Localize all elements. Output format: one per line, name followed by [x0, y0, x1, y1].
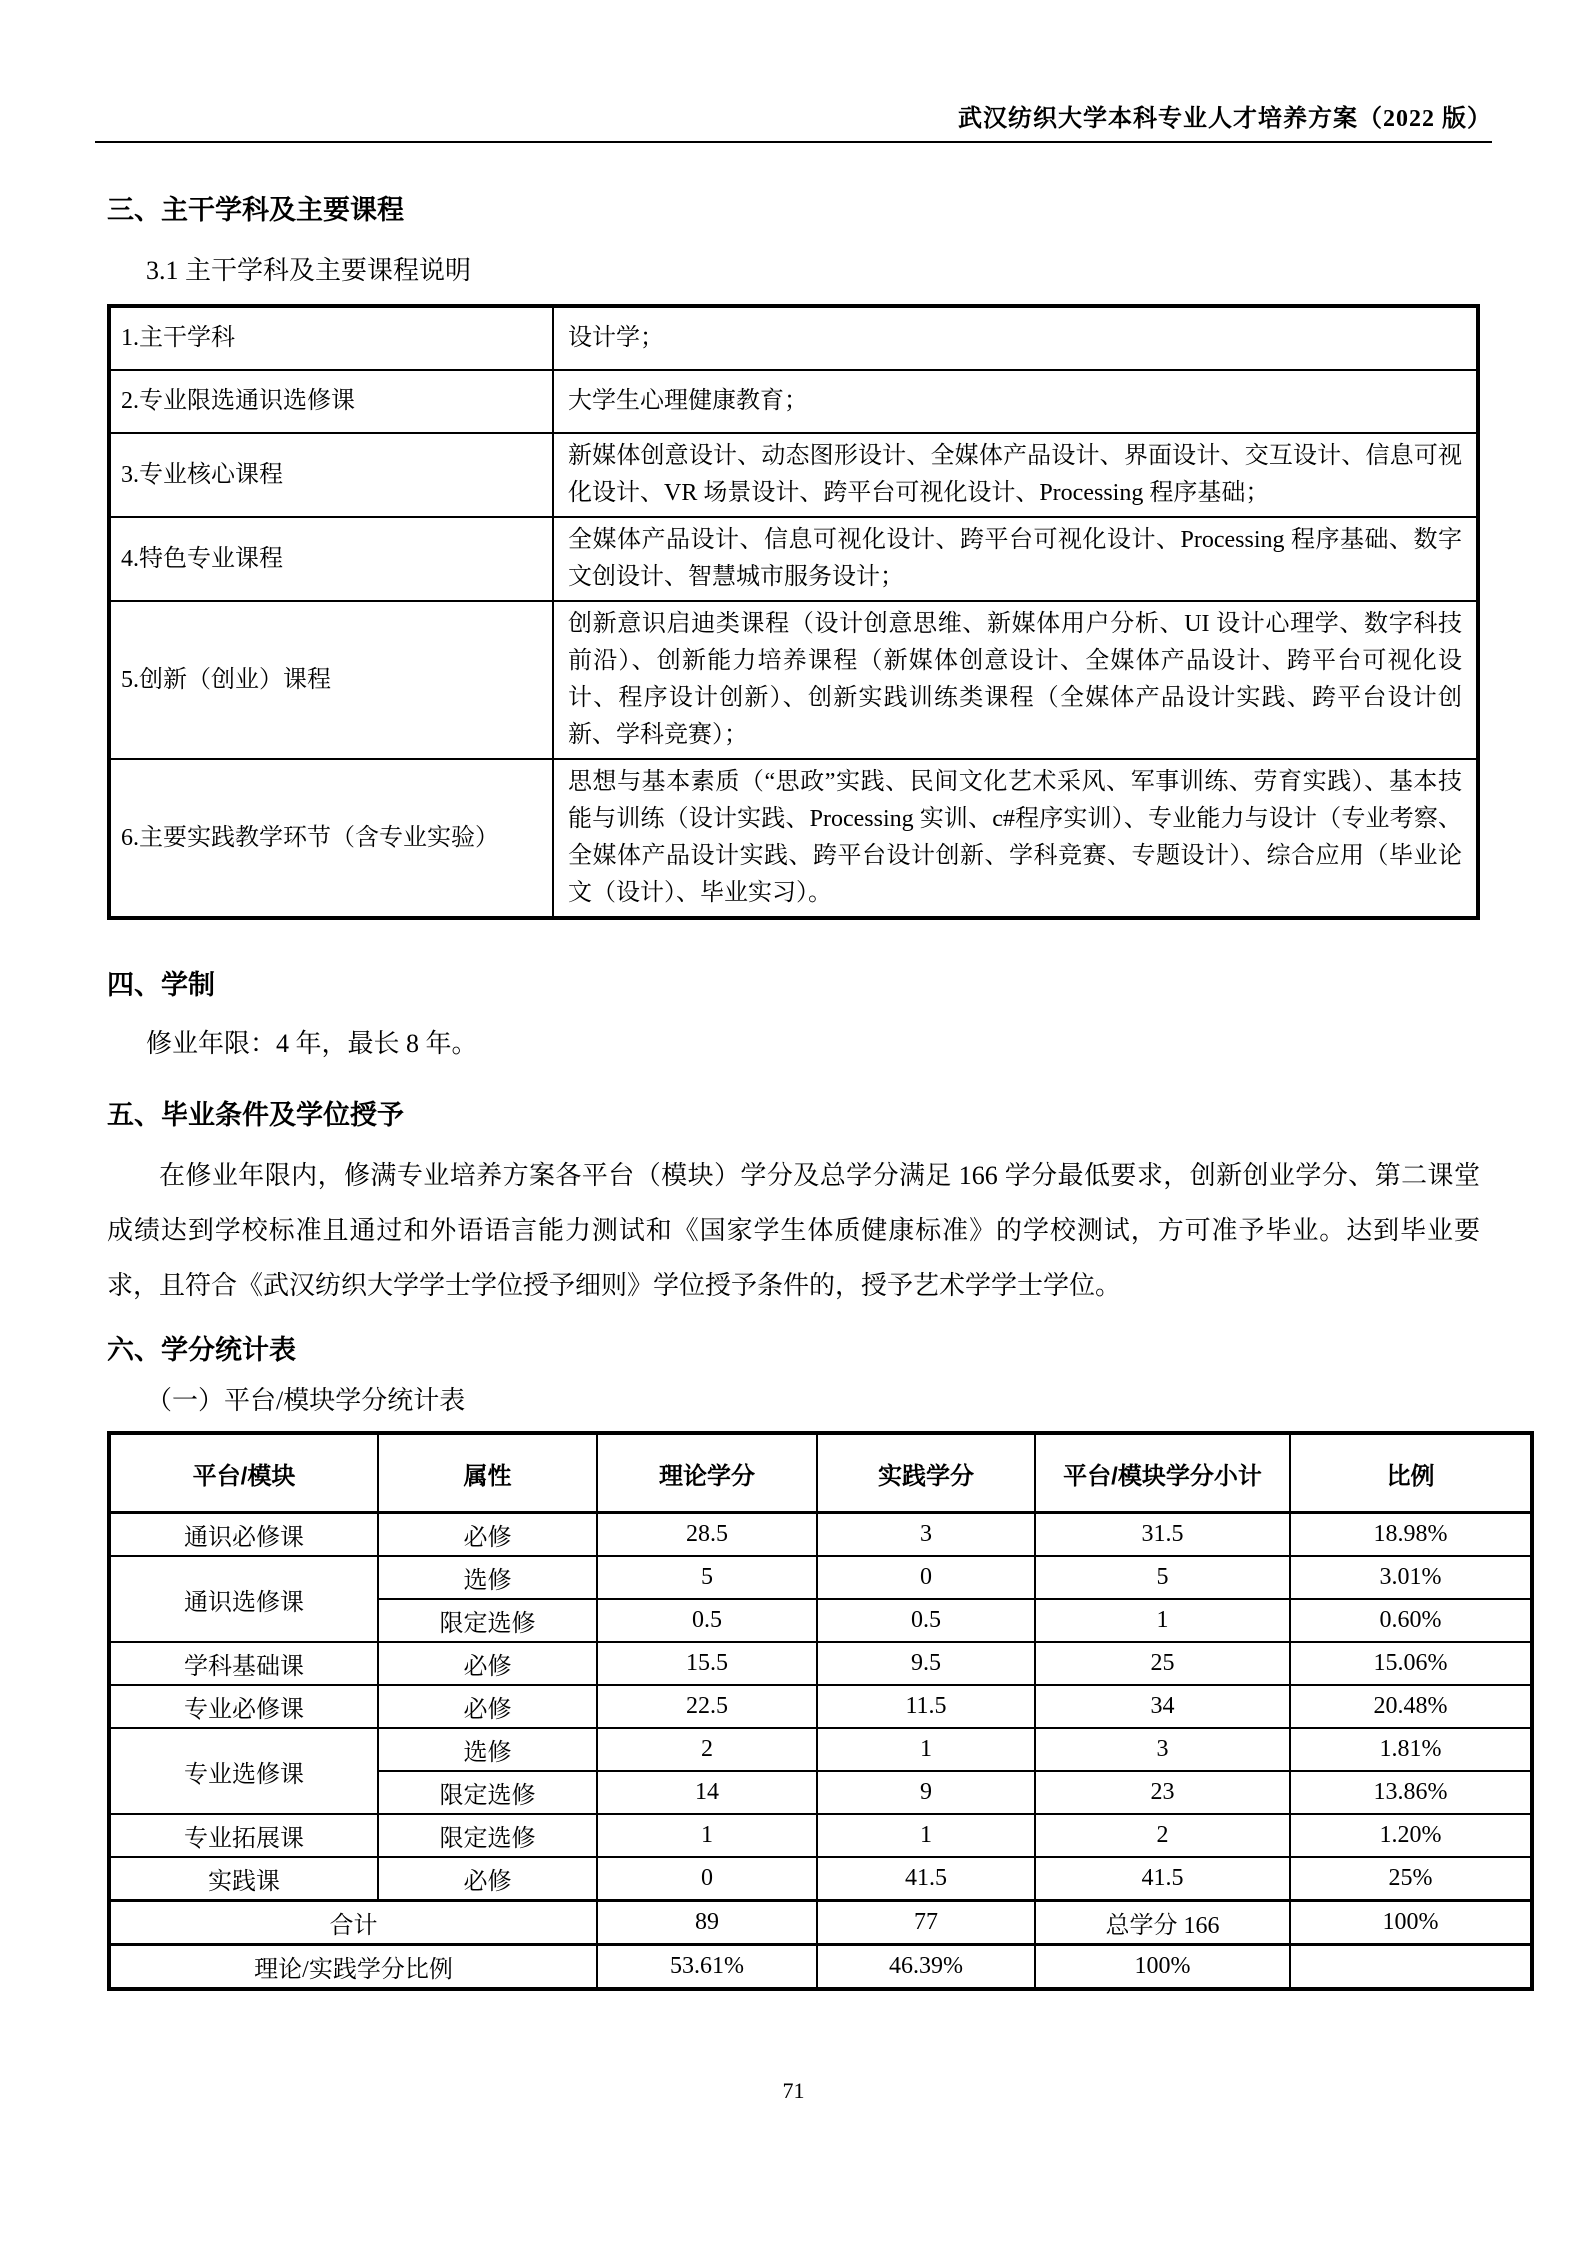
practice-cell: 9	[817, 1771, 1035, 1814]
subtotal-cell: 100%	[1035, 1945, 1290, 1990]
table-row	[109, 433, 1478, 517]
total-label-cell: 合计	[109, 1901, 597, 1945]
table-row	[109, 1513, 1532, 1557]
practice-cell: 3	[817, 1513, 1035, 1557]
ratio-cell: 25%	[1290, 1857, 1532, 1901]
ratio-cell: 0.60%	[1290, 1599, 1532, 1642]
practice-cell: 11.5	[817, 1685, 1035, 1728]
section-5-title: 五、毕业条件及学位授予	[107, 1100, 404, 1130]
platform-cell: 专业拓展课	[109, 1814, 378, 1857]
attr-cell: 限定选修	[378, 1771, 597, 1814]
column-header: 平台/模块学分小计	[1035, 1433, 1290, 1513]
subtotal-cell: 3	[1035, 1728, 1290, 1771]
table-row	[109, 1685, 1532, 1728]
ratio-cell: 20.48%	[1290, 1685, 1532, 1728]
course-row-content: 全媒体产品设计、信息可视化设计、跨平台可视化设计、Processing 程序基础、数字文创设计、智慧城市服务设计；	[553, 517, 1478, 601]
column-header: 比例	[1290, 1433, 1532, 1513]
practice-cell: 1	[817, 1728, 1035, 1771]
ratio-cell: 15.06%	[1290, 1642, 1532, 1685]
practice-cell: 0	[817, 1556, 1035, 1599]
course-row-label: 6.主要实践教学环节（含专业实验）	[109, 759, 553, 918]
theory-cell: 15.5	[597, 1642, 817, 1685]
course-row-label: 5.创新（创业）课程	[109, 601, 553, 759]
theory-cell: 53.61%	[597, 1945, 817, 1990]
column-header: 实践学分	[817, 1433, 1035, 1513]
practice-cell: 77	[817, 1901, 1035, 1945]
platform-cell: 通识必修课	[109, 1513, 378, 1557]
page-number: 71	[782, 2078, 805, 2103]
practice-cell: 1	[817, 1814, 1035, 1857]
subtotal-cell: 31.5	[1035, 1513, 1290, 1557]
table-row	[109, 1642, 1532, 1685]
platform-cell: 专业选修课	[109, 1728, 378, 1814]
theory-cell: 89	[597, 1901, 817, 1945]
subtotal-cell: 5	[1035, 1556, 1290, 1599]
main-courses-table	[107, 304, 1480, 920]
ratio-cell: 13.86%	[1290, 1771, 1532, 1814]
running-header-text: 武汉纺织大学本科专业人才培养方案（2022 版）	[958, 106, 1492, 132]
column-header: 属性	[378, 1433, 597, 1513]
course-row-content: 大学生心理健康教育；	[553, 370, 1478, 433]
subtotal-cell: 23	[1035, 1771, 1290, 1814]
platform-cell: 学科基础课	[109, 1642, 378, 1685]
ratio-cell: 1.81%	[1290, 1728, 1532, 1771]
course-row-content: 新媒体创意设计、动态图形设计、全媒体产品设计、界面设计、交互设计、信息可视化设计、VR 场景设计、跨平台可视化设计、Processing 程序基础；	[553, 433, 1478, 517]
table-row	[109, 1556, 1532, 1599]
attr-cell: 限定选修	[378, 1814, 597, 1857]
theory-cell: 14	[597, 1771, 817, 1814]
section-6-subtitle: （一）平台/模块学分统计表	[146, 1386, 466, 1415]
course-row-label: 1.主干学科	[109, 306, 553, 370]
ratio-cell	[1290, 1945, 1532, 1990]
attr-cell: 必修	[378, 1685, 597, 1728]
subtotal-cell: 25	[1035, 1642, 1290, 1685]
attr-cell: 必修	[378, 1857, 597, 1901]
practice-cell: 46.39%	[817, 1945, 1035, 1990]
platform-cell: 通识选修课	[109, 1556, 378, 1642]
attr-cell: 必修	[378, 1513, 597, 1557]
ratio-label-cell: 理论/实践学分比例	[109, 1945, 597, 1990]
ratio-cell: 18.98%	[1290, 1513, 1532, 1557]
theory-cell: 0	[597, 1857, 817, 1901]
theory-cell: 28.5	[597, 1513, 817, 1557]
platform-cell: 专业必修课	[109, 1685, 378, 1728]
theory-cell: 5	[597, 1556, 817, 1599]
section-6-title: 六、学分统计表	[107, 1335, 296, 1365]
subtotal-cell: 总学分 166	[1035, 1901, 1290, 1945]
credit-statistics-table	[107, 1431, 1534, 1991]
attr-cell: 限定选修	[378, 1599, 597, 1642]
course-row-content: 思想与基本素质（“思政”实践、民间文化艺术采风、军事训练、劳育实践）、基本技能与训练（设计实践、Processing 实训、c#程序实训）、专业能力与设计（专业考察、全媒体产品设计实践、跨平台设计创新、学科竞赛、专题设计）、综合应用（毕业论文（设计）、毕业实习）。	[553, 759, 1478, 918]
table-row	[109, 759, 1478, 918]
ratio-cell: 1.20%	[1290, 1814, 1532, 1857]
attr-cell: 选修	[378, 1556, 597, 1599]
practice-cell: 0.5	[817, 1599, 1035, 1642]
subtotal-cell: 1	[1035, 1599, 1290, 1642]
subtotal-cell: 2	[1035, 1814, 1290, 1857]
attr-cell: 选修	[378, 1728, 597, 1771]
section-4-body: 修业年限：4 年，最长 8 年。	[146, 1029, 478, 1058]
attr-cell: 必修	[378, 1642, 597, 1685]
column-header: 理论学分	[597, 1433, 817, 1513]
practice-cell: 41.5	[817, 1857, 1035, 1901]
table-row	[109, 306, 1478, 370]
subtotal-cell: 41.5	[1035, 1857, 1290, 1901]
running-header	[95, 105, 1492, 143]
course-row-content: 创新意识启迪类课程（设计创意思维、新媒体用户分析、UI 设计心理学、数字科技前沿）、创新能力培养课程（新媒体创意设计、全媒体产品设计、跨平台可视化设计、程序设计创新）、创新实践训练类课程（全媒体产品设计实践、跨平台设计创新、学科竞赛）；	[553, 601, 1478, 759]
subtotal-cell: 34	[1035, 1685, 1290, 1728]
course-row-label: 3.专业核心课程	[109, 433, 553, 517]
practice-cell: 9.5	[817, 1642, 1035, 1685]
theory-practice-ratio-row	[109, 1945, 1532, 1990]
section-3-subtitle: 3.1 主干学科及主要课程说明	[146, 256, 472, 285]
theory-cell: 2	[597, 1728, 817, 1771]
table-row	[109, 517, 1478, 601]
theory-cell: 22.5	[597, 1685, 817, 1728]
theory-cell: 0.5	[597, 1599, 817, 1642]
course-row-label: 2.专业限选通识选修课	[109, 370, 553, 433]
theory-cell: 1	[597, 1814, 817, 1857]
table-row	[109, 601, 1478, 759]
section-5-paragraph: 在修业年限内，修满专业培养方案各平台（模块）学分及总学分满足 166 学分最低要求，创新创业学分、第二课堂成绩达到学校标准且通过和外语语言能力测试和《国家学生体质健康标准》的学校测试，方可准予毕业。达到毕业要求，且符合《武汉纺织大学学士学位授予细则》学位授予条件的，授予艺术学学士学位。	[107, 1161, 1480, 1300]
total-row	[109, 1901, 1532, 1945]
column-header: 平台/模块	[109, 1433, 378, 1513]
section-4-title: 四、学制	[107, 970, 215, 1000]
ratio-cell: 3.01%	[1290, 1556, 1532, 1599]
table-row	[109, 1814, 1532, 1857]
course-row-label: 4.特色专业课程	[109, 517, 553, 601]
table-row	[109, 370, 1478, 433]
section-3-title: 三、主干学科及主要课程	[107, 195, 404, 225]
platform-cell: 实践课	[109, 1857, 378, 1901]
table-row	[109, 1728, 1532, 1771]
credit-table-header-row	[109, 1433, 1532, 1513]
table-row	[109, 1857, 1532, 1901]
ratio-cell: 100%	[1290, 1901, 1532, 1945]
course-row-content: 设计学；	[553, 306, 1478, 370]
